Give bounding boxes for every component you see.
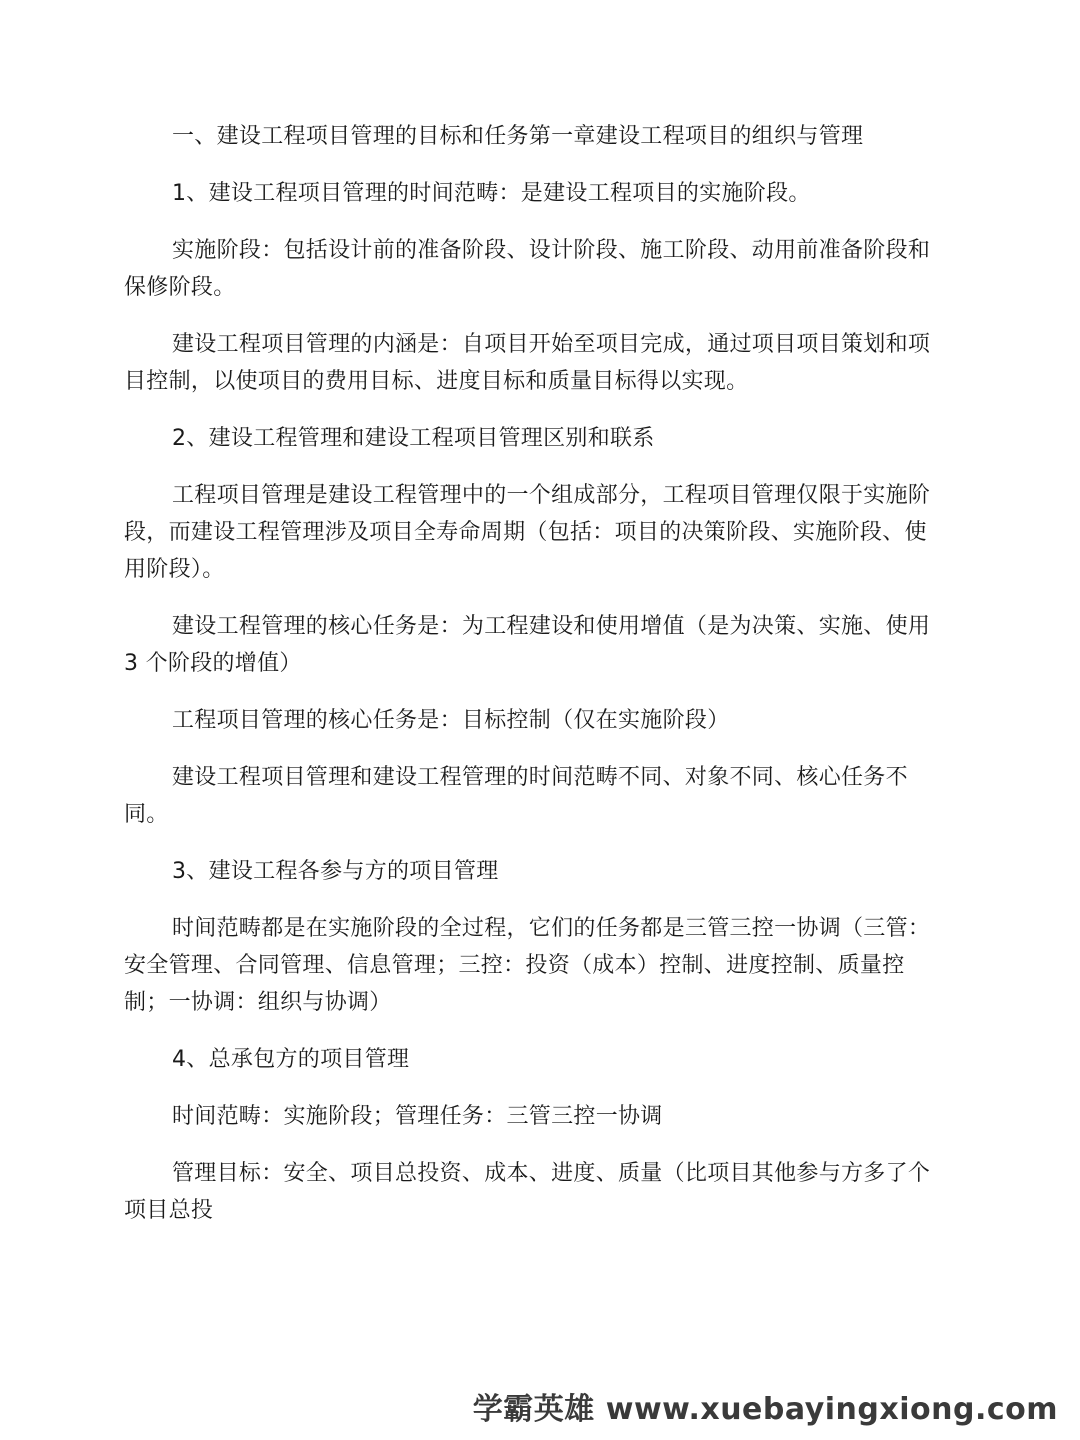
paragraph-differences: 建设工程项目管理和建设工程管理的时间范畴不同、对象不同、核心任务不同。 — [124, 765, 908, 827]
paragraph-project-core-task: 工程项目管理的核心任务是：目标控制（仅在实施阶段） — [172, 708, 730, 733]
paragraph-connotation: 建设工程项目管理的内涵是：自项目开始至项目完成，通过项目项目策划和项目控制，以使项目的费用目标、进度目标和质量目标得以实现。 — [124, 332, 931, 394]
paragraph-participants: 时间范畴都是在实施阶段的全过程，它们的任务都是三管三控一协调（三管：安全管理、合同管理、信息管理；三控：投资（成本）控制、进度控制、质量控制；一协调：组织与协调） — [124, 916, 931, 1015]
paragraph-construction-core-task: 建设工程管理的核心任务是：为工程建设和使用增值（是为决策、实施、使用 3 个阶段的增值） — [124, 614, 931, 676]
paragraph-project-management-scope: 工程项目管理是建设工程管理中的一个组成部分，工程项目管理仅限于实施阶段，而建设工程管理涉及项目全寿命周期（包括：项目的决策阶段、实施阶段、使用阶段）。 — [124, 483, 931, 582]
subsection-heading-3: 3、建设工程各参与方的项目管理 — [172, 859, 499, 884]
document-body — [124, 118, 944, 1249]
section-heading-1: 一、建设工程项目管理的目标和任务第一章建设工程项目的组织与管理 — [172, 124, 864, 149]
subsection-heading-4: 4、总承包方的项目管理 — [172, 1047, 410, 1072]
paragraph-contractor-scope: 时间范畴：实施阶段；管理任务：三管三控一协调 — [172, 1104, 663, 1129]
paragraph-contractor-goals: 管理目标：安全、项目总投资、成本、进度、质量（比项目其他参与方多了个项目总投 — [124, 1161, 931, 1223]
site-watermark: 学霸英雄 www.xuebayingxiong.com — [472, 1392, 1058, 1427]
paragraph-implementation-stage: 实施阶段：包括设计前的准备阶段、设计阶段、施工阶段、动用前准备阶段和保修阶段。 — [124, 238, 931, 300]
subsection-heading-2: 2、建设工程管理和建设工程项目管理区别和联系 — [172, 426, 655, 451]
subsection-heading-1: 1、建设工程项目管理的时间范畴：是建设工程项目的实施阶段。 — [172, 181, 811, 206]
